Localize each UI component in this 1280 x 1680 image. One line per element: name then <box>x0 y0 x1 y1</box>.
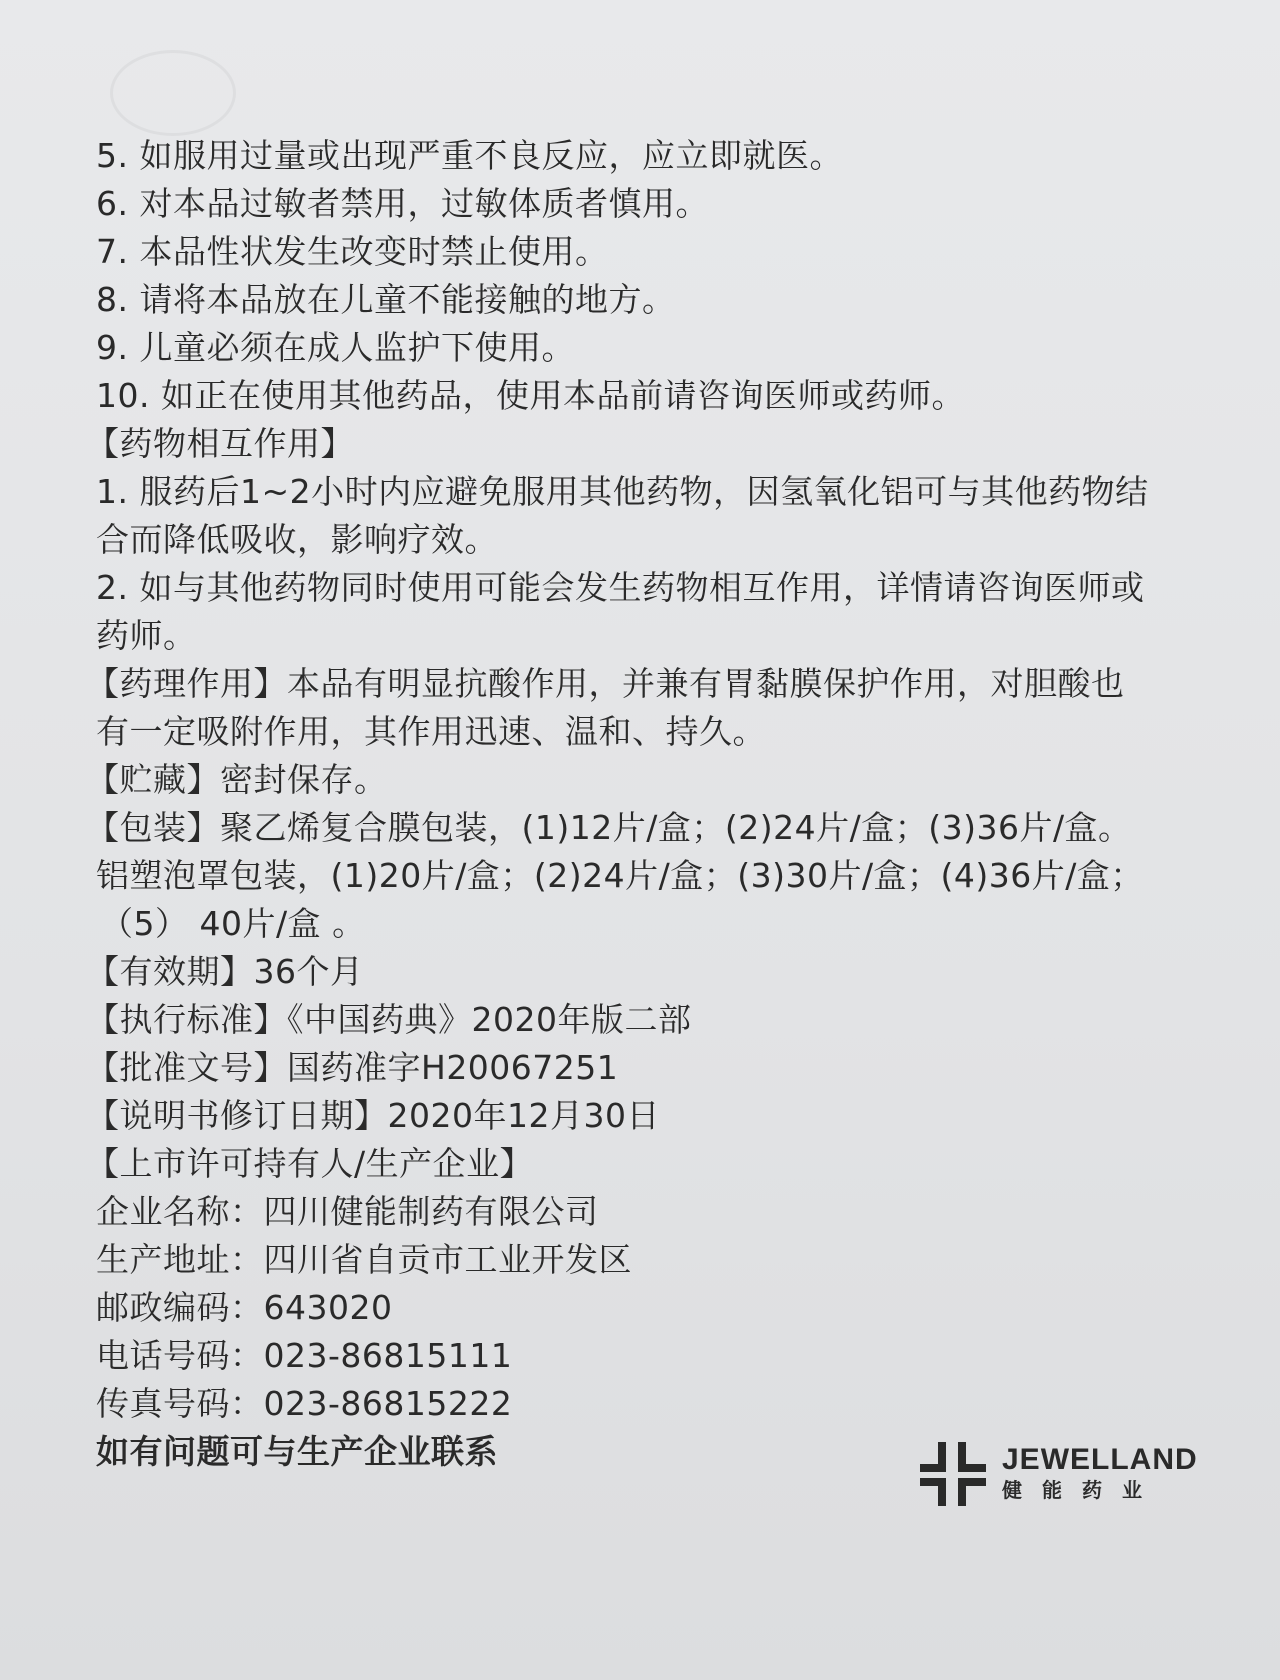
logo-english-text: JEWELLAND <box>1002 1443 1198 1476</box>
validity: 【有效期】36个月 <box>86 952 364 991</box>
contact-note: 如有问题可与生产企业联系 <box>96 1432 498 1471</box>
packaging-line1: 【包装】聚乙烯复合膜包装，(1)12片/盒；(2)24片/盒；(3)36片/盒。 <box>86 808 1132 847</box>
leaflet-content <box>86 132 1206 1476</box>
phone-number: 电话号码：023-86815111 <box>96 1336 513 1375</box>
packaging-line3: （5） 40片/盒 。 <box>100 904 366 943</box>
interactions-heading: 【药物相互作用】 <box>86 424 354 463</box>
revision-date: 【说明书修订日期】2020年12月30日 <box>86 1096 660 1135</box>
pharmacology-line2: 有一定吸附作用，其作用迅速、温和、持久。 <box>96 712 766 751</box>
pharmacology-line1: 【药理作用】本品有明显抗酸作用，并兼有胃黏膜保护作用，对胆酸也 <box>86 664 1125 703</box>
postcode: 邮政编码：643020 <box>96 1288 393 1327</box>
interaction-1-line1: 1. 服药后1~2小时内应避免服用其他药物，因氢氧化铝可与其他药物结 <box>96 472 1149 511</box>
fax-number: 传真号码：023-86815222 <box>96 1384 513 1423</box>
standard: 【执行标准】《中国药典》2020年版二部 <box>86 1000 692 1039</box>
logo-chinese-text: 健能药业 <box>1002 1478 1162 1502</box>
precaution-10: 10. 如正在使用其他药品，使用本品前请咨询医师或药师。 <box>96 376 965 415</box>
precaution-9: 9. 儿童必须在成人监护下使用。 <box>96 328 575 367</box>
storage: 【贮藏】密封保存。 <box>86 760 388 799</box>
company-address: 生产地址：四川省自贡市工业开发区 <box>96 1240 632 1279</box>
company-name: 企业名称：四川健能制药有限公司 <box>96 1192 599 1231</box>
faint-stamp-mark <box>110 50 236 136</box>
holder-heading: 【上市许可持有人/生产企业】 <box>86 1144 534 1183</box>
precaution-5: 5. 如服用过量或出现严重不良反应，应立即就医。 <box>96 136 843 175</box>
precaution-6: 6. 对本品过敏者禁用，过敏体质者慎用。 <box>96 184 709 223</box>
approval-number: 【批准文号】国药准字H20067251 <box>86 1048 619 1087</box>
interaction-2-line1: 2. 如与其他药物同时使用可能会发生药物相互作用，详情请咨询医师或 <box>96 568 1145 607</box>
precaution-8: 8. 请将本品放在儿童不能接触的地方。 <box>96 280 676 319</box>
company-logo <box>918 1442 1198 1506</box>
interaction-2-line2: 药师。 <box>96 616 197 655</box>
packaging-line2: 铝塑泡罩包装，(1)20片/盒；(2)24片/盒；(3)30片/盒；(4)36片/盒； <box>96 856 1144 895</box>
interaction-1-line2: 合而降低吸收，影响疗效。 <box>96 520 498 559</box>
jewelland-mark-icon <box>918 1442 990 1506</box>
precaution-7: 7. 本品性状发生改变时禁止使用。 <box>96 232 609 271</box>
